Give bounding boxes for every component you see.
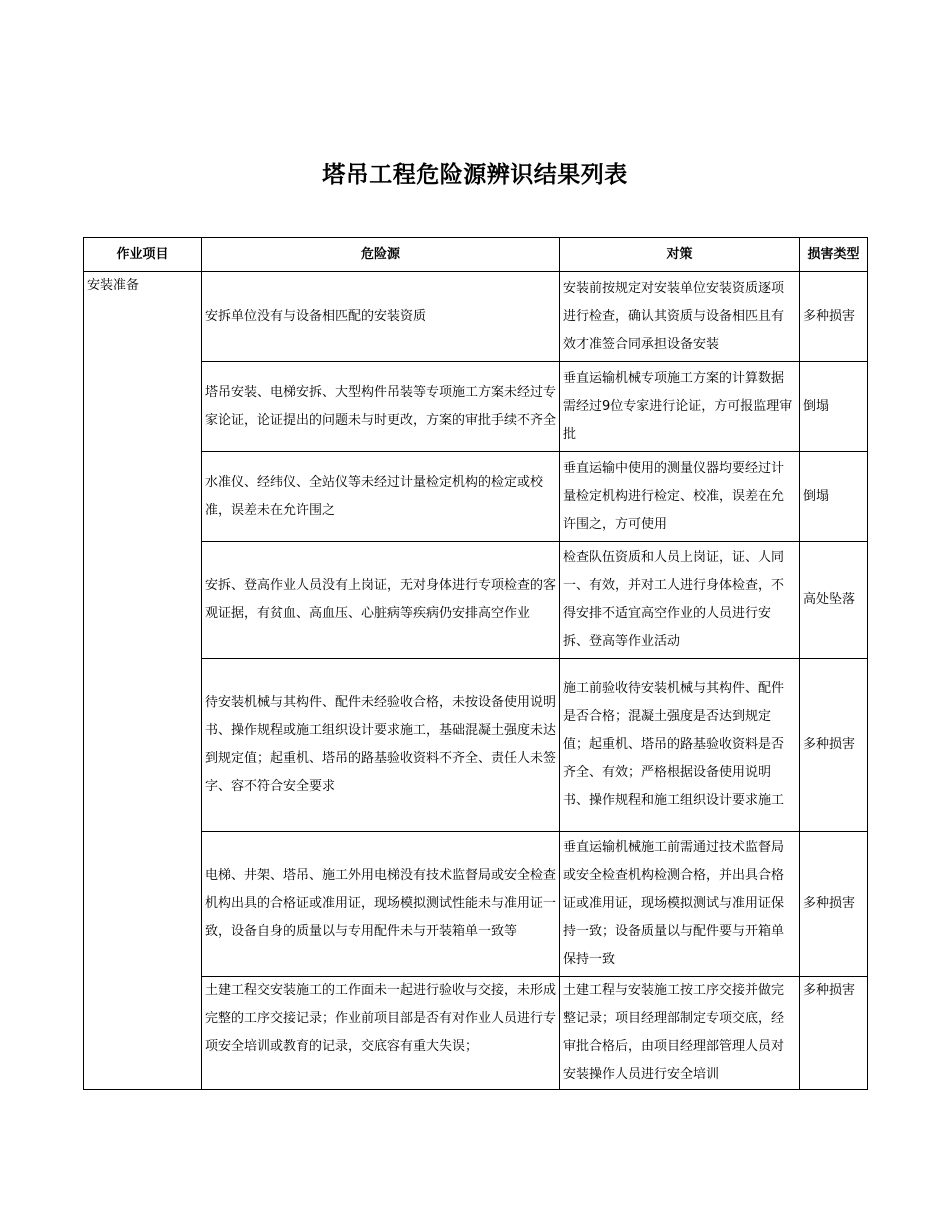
damage-cell: 多种损害 bbox=[800, 272, 868, 362]
hazard-cell: 待安装机械与其构件、配件未经验收合格，未按设备使用说明书、操作规程或施工组织设计要求施工，基础混凝土强度未达到规定值；起重机、塔吊的路基验收资料不齐全、责任人未签字、容不符合安全要求 bbox=[202, 659, 560, 832]
table-row bbox=[84, 362, 868, 452]
damage-cell: 倒塌 bbox=[800, 452, 868, 542]
hazard-cell: 安拆、登高作业人员没有上岗证，无对身体进行专项检查的客观证据，有贫血、高血压、心脏病等疾病仍安排高空作业 bbox=[202, 542, 560, 659]
hazard-cell: 塔吊安装、电梯安拆、大型构件吊装等专项施工方案未经过专家论证，论证提出的问题未与时更改，方案的审批手续不齐全 bbox=[202, 362, 560, 452]
table-row bbox=[84, 542, 868, 659]
header-project: 作业项目 bbox=[84, 238, 202, 272]
hazard-cell: 电梯、井架、塔吊、施工外用电梯没有技术监督局或安全检查机构出具的合格证或准用证，现场模拟测试性能未与准用证一致，设备自身的质量以与专用配件未与开装箱单一致等 bbox=[202, 832, 560, 977]
table-row bbox=[84, 977, 868, 1090]
measure-cell: 土建工程与安装施工按工序交接并做完整记录；项目经理部制定专项交底，经审批合格后，由项目经理部管理人员对安装操作人员进行安全培训 bbox=[560, 977, 800, 1090]
measure-cell: 垂直运输机械专项施工方案的计算数据需经过9位专家进行论证，方可报监理审批 bbox=[560, 362, 800, 452]
damage-cell: 倒塌 bbox=[800, 362, 868, 452]
damage-cell: 多种损害 bbox=[800, 659, 868, 832]
measure-cell: 垂直运输机械施工前需通过技术监督局或安全检查机构检测合格，并出具合格证或准用证，现场模拟测试与准用证保持一致；设备质量以与配件要与开箱单保持一致 bbox=[560, 832, 800, 977]
table-header-row bbox=[84, 238, 868, 272]
table-row bbox=[84, 832, 868, 977]
header-measure: 对策 bbox=[560, 238, 800, 272]
hazard-cell: 水准仪、经纬仪、全站仪等未经过计量检定机构的检定或校准，误差未在允许围之 bbox=[202, 452, 560, 542]
project-cell: 安装准备 bbox=[84, 272, 202, 1090]
measure-cell: 安装前按规定对安装单位安装资质逐项进行检查，确认其资质与设备相匹且有效才准签合同承担设备安装 bbox=[560, 272, 800, 362]
table-row bbox=[84, 272, 868, 362]
hazard-cell: 安拆单位没有与设备相匹配的安装资质 bbox=[202, 272, 560, 362]
header-hazard: 危险源 bbox=[202, 238, 560, 272]
table-row bbox=[84, 659, 868, 832]
damage-cell: 多种损害 bbox=[800, 977, 868, 1090]
header-damage: 损害类型 bbox=[800, 238, 868, 272]
damage-cell: 多种损害 bbox=[800, 832, 868, 977]
hazard-cell: 土建工程交安装施工的工作面未一起进行验收与交接，未形成完整的工序交接记录；作业前项目部是否有对作业人员进行专项安全培训或教育的记录，交底容有重大失误； bbox=[202, 977, 560, 1090]
hazard-table bbox=[83, 237, 868, 1090]
measure-cell: 垂直运输中使用的测量仪器均要经过计量检定机构进行检定、校准，误差在允许围之，方可使用 bbox=[560, 452, 800, 542]
page-title: 塔吊工程危险源辨识结果列表 bbox=[322, 162, 628, 188]
table-row bbox=[84, 452, 868, 542]
damage-cell: 高处坠落 bbox=[800, 542, 868, 659]
measure-cell: 施工前验收待安装机械与其构件、配件是否合格；混凝土强度是否达到规定值；起重机、塔吊的路基验收资料是否齐全、有效；严格根据设备使用说明书、操作规程和施工组织设计要求施工 bbox=[560, 659, 800, 832]
measure-cell: 检查队伍资质和人员上岗证，证、人同一、有效，并对工人进行身体检查，不得安排不适宜高空作业的人员进行安拆、登高等作业活动 bbox=[560, 542, 800, 659]
